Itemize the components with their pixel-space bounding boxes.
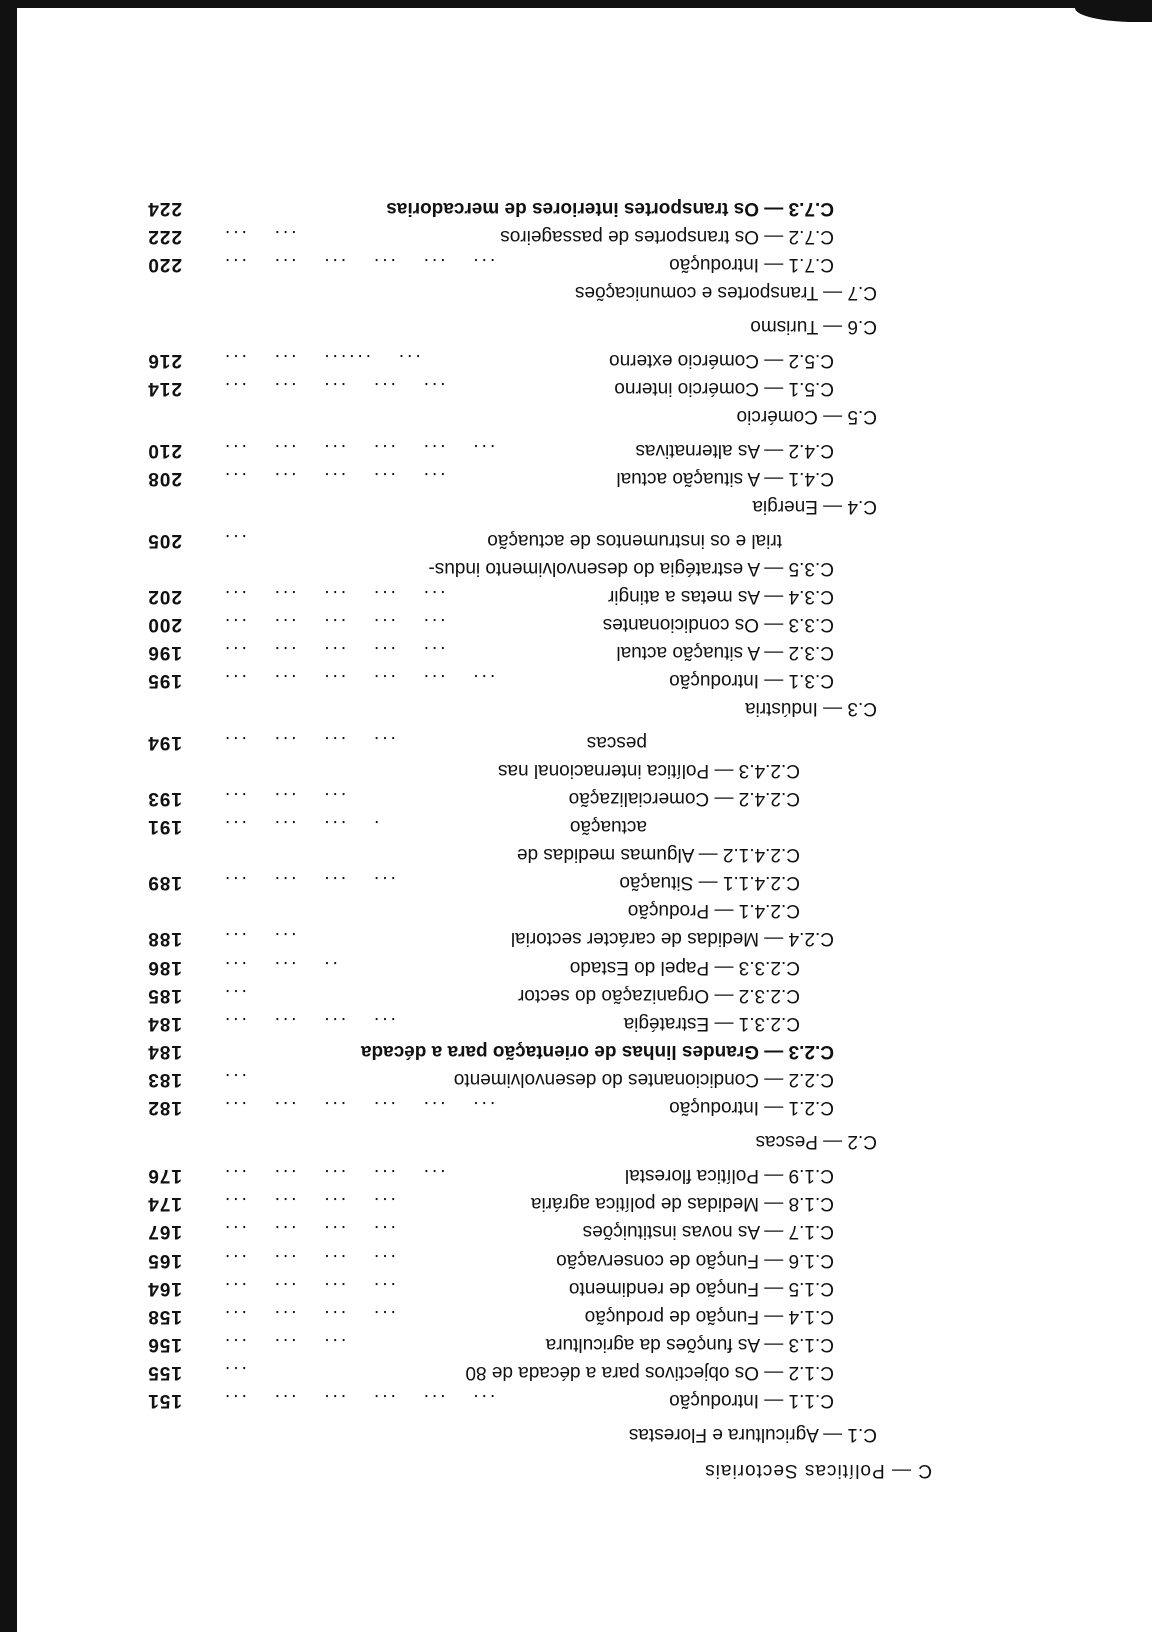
toc-entry	[142, 729, 647, 755]
toc-entry-label: C.1.9 — Política florestal	[624, 1165, 834, 1186]
toc-entry-label: C.2.4.1.2 — Algumas medidas de	[516, 844, 800, 865]
toc-entry	[142, 1359, 834, 1385]
toc-entry	[142, 465, 834, 491]
toc-entry	[142, 869, 800, 895]
toc-entry-label: C.7.2 — Os transportes de passageiros	[500, 226, 834, 247]
toc-entry	[142, 583, 834, 609]
toc-dot-leader: ... ... ... ...	[222, 1193, 396, 1214]
toc-entry	[142, 925, 834, 951]
toc-entry	[142, 1387, 834, 1413]
toc-entry-label: C.2.4.3 — Política internacional nas	[497, 760, 800, 781]
toc-dot-leader: ... ... ... ... ...	[222, 468, 446, 489]
toc-entry	[142, 555, 834, 581]
toc-dot-leader: ... ... ... ... ... ...	[222, 1097, 496, 1118]
toc-page-number: 184	[147, 1013, 182, 1034]
toc-entry	[142, 195, 834, 221]
toc-page-number: 191	[147, 816, 182, 837]
toc-dot-leader: ... ... ...	[222, 788, 347, 809]
toc-page-number: 210	[147, 440, 182, 461]
toc-page-number: 208	[147, 468, 182, 489]
toc-dot-leader: ... ...... ... ...	[222, 350, 421, 371]
toc-page-number: 165	[147, 1250, 182, 1271]
toc-entry-label: trial e os instrumentos de actuação	[487, 530, 782, 551]
toc-entry-label: C.3.5 — A estratégia do desenvolvimento indus-	[428, 558, 834, 579]
toc-entry	[142, 223, 834, 249]
toc-entry	[142, 1066, 834, 1092]
toc-page-number: 176	[147, 1165, 182, 1186]
toc-entry	[142, 667, 834, 693]
toc-page-number: 200	[147, 614, 182, 635]
toc-entry-label: C.2.3.2 — Organização do sector	[518, 985, 800, 1006]
toc-entry-label: C.4.1 — A situação actual	[616, 468, 834, 489]
toc-entry-label: C.3.3 — Os condicionantes	[602, 614, 834, 635]
toc-page-number: 182	[147, 1097, 182, 1118]
toc-dot-leader: ...	[222, 530, 247, 551]
toc-entry-label: C.1.8 — Medidas de política agrária	[530, 1193, 834, 1214]
toc-entry-label: C.2.4.2 — Comercialização	[568, 788, 800, 809]
toc-entry	[142, 403, 877, 429]
toc-page-number: 194	[147, 732, 182, 753]
toc-entry-label: C.2.1 — Introdução	[669, 1097, 834, 1118]
toc-entry-label: C.7.1 — Introdução	[669, 254, 834, 275]
toc-dot-leader: ... ... ... ...	[222, 732, 396, 753]
toc-entry	[142, 1190, 834, 1216]
toc-entry-label: C.7.3 — Os transportes interiores de mercadorias	[386, 198, 834, 219]
toc-dot-leader: ... ... ... ... ... ...	[222, 1390, 496, 1411]
toc-entry	[142, 695, 877, 721]
toc-dot-leader: ... ... ... ...	[222, 872, 396, 893]
toc-entry-label: pescas	[586, 732, 647, 753]
toc-entry	[142, 493, 877, 519]
toc-entry	[142, 1038, 834, 1064]
toc-entry-label: C.5.1 — Comércio interno	[614, 378, 834, 399]
toc-entry	[142, 1331, 834, 1357]
toc-entry	[142, 437, 834, 463]
toc-entry	[142, 785, 800, 811]
toc-entry-label: C.2.4.1.1 — Situação	[619, 872, 800, 893]
toc-entry	[142, 375, 834, 401]
toc-page-number: 156	[147, 1334, 182, 1355]
toc-dot-leader: ... ... ... ...	[222, 1306, 396, 1327]
toc-entry-label: C.5.2 — Comércio externo	[609, 350, 834, 371]
toc-entry-label: C.5 — Comércio	[736, 406, 877, 427]
toc-page-number: 184	[147, 1041, 182, 1062]
toc-page-number: 193	[147, 788, 182, 809]
toc-dot-leader: ... ... ... ... ... ...	[222, 440, 496, 461]
toc-dot-leader: ... ... ...	[222, 1334, 347, 1355]
toc-dot-leader: ... ... ... ... ...	[222, 642, 446, 663]
toc-entry-label: C.4.2 — As alternativas	[635, 440, 834, 461]
toc-entry-label: C.1.1 — Introdução	[669, 1390, 834, 1411]
toc-entry	[142, 1275, 834, 1301]
toc-entry	[142, 251, 834, 277]
toc-entry-label: C.2.4.1 — Produção	[627, 900, 800, 921]
toc-dot-leader: ... ... ... ... ...	[222, 614, 446, 635]
toc-page-number: 220	[147, 254, 182, 275]
toc-entry-label: C.4 — Energia	[752, 496, 877, 517]
toc-dot-leader: . ... ... ...	[222, 816, 380, 837]
toc-dot-leader: .. ... ...	[222, 957, 338, 978]
toc-dot-leader: ... ... ... ...	[222, 1221, 396, 1242]
toc-page-number: 195	[147, 670, 182, 691]
toc-entry-label: C.3.4 — As metas a atingir	[608, 586, 834, 607]
toc-entry	[142, 527, 782, 553]
toc-entry-label: C.1.2 — Os objectivos para a década de 80	[465, 1362, 834, 1383]
toc-entry-label: C.2.3 — Grandes linhas de orientação para a década	[360, 1041, 834, 1062]
toc-entry	[142, 813, 647, 839]
toc-entry-label: C.6 — Turismo	[750, 316, 877, 337]
toc-entry-label: C.3.2 — A situação actual	[616, 642, 834, 663]
toc-page-number: 186	[147, 957, 182, 978]
toc-entry-label: C.1.4 — Função de produção	[584, 1306, 834, 1327]
toc-dot-leader: ... ...	[222, 928, 297, 949]
toc-entry	[142, 841, 800, 867]
toc-entry	[142, 1303, 834, 1329]
toc-entry	[142, 897, 800, 923]
toc-page-number: 188	[147, 928, 182, 949]
toc-entry-label: C.2.3.3 — Papel do Estado	[569, 957, 800, 978]
toc-entry-label: C.3 — Indústria	[745, 698, 877, 719]
toc-page-number: 214	[147, 378, 182, 399]
toc-page-number: 183	[147, 1069, 182, 1090]
toc-entry	[142, 982, 800, 1008]
toc-page-number: 196	[147, 642, 182, 663]
toc-dot-leader: ... ... ... ... ...	[222, 586, 446, 607]
toc-heading: C — Políticas Sectoriais	[704, 1460, 932, 1481]
toc-entry-label: C.7 — Transportes e comunicações	[574, 282, 877, 303]
toc-entry	[142, 1128, 877, 1154]
toc-dot-leader: ... ... ... ... ... ...	[222, 254, 496, 275]
toc-dot-leader: ... ... ... ...	[222, 1250, 396, 1271]
toc-entry-label: actuação	[569, 816, 647, 837]
toc-entry	[142, 1218, 834, 1244]
toc-entry-label: C.1.3 — As funções da agricultura	[545, 1334, 834, 1355]
toc-entry	[142, 611, 834, 637]
toc-dot-leader: ... ... ... ... ...	[222, 1165, 446, 1186]
toc-entry-label: C.1.6 — Função de conservação	[556, 1250, 834, 1271]
toc-page-number: 158	[147, 1306, 182, 1327]
toc-dot-leader: ... ...	[222, 226, 297, 247]
toc-dot-leader: ... ... ... ... ... ...	[222, 670, 496, 691]
toc-entry	[142, 347, 834, 373]
toc-page-number: 202	[147, 586, 182, 607]
toc-page-number: 222	[147, 226, 182, 247]
toc-entry-label: C.2.4 — Medidas de carácter sectorial	[510, 928, 834, 949]
toc-entry	[142, 313, 877, 339]
toc-entry-label: C.1.5 — Função de rendimento	[568, 1278, 834, 1299]
toc-dot-leader: ...	[222, 1069, 247, 1090]
toc-page-number: 224	[147, 198, 182, 219]
toc-entry-label: C.2.3.1 — Estratégia	[623, 1013, 800, 1034]
toc-page-number: 205	[147, 530, 182, 551]
toc-entry	[142, 639, 834, 665]
toc-entry	[142, 1247, 834, 1273]
toc-entry-label: C.2 — Pescas	[755, 1131, 877, 1152]
toc-dot-leader: ...	[222, 1362, 247, 1383]
toc-dot-leader: ... ... ... ...	[222, 1013, 396, 1034]
toc-page-number: 164	[147, 1278, 182, 1299]
toc-page-number: 189	[147, 872, 182, 893]
toc-entry	[142, 1094, 834, 1120]
toc-entry	[142, 1010, 800, 1036]
toc-dot-leader: ... ... ... ... ...	[222, 378, 446, 399]
toc-page-number: 174	[147, 1193, 182, 1214]
toc-page-number: 167	[147, 1221, 182, 1242]
toc-dot-leader: ...	[222, 985, 247, 1006]
toc-entry-label: C.1.7 — As novas instituições	[582, 1221, 834, 1242]
toc-entry	[142, 954, 800, 980]
toc-entry	[142, 279, 877, 305]
toc-entry-label: C.2.2 — Condicionantes do desenvolvimento	[453, 1069, 834, 1090]
toc-entry	[142, 1421, 877, 1447]
toc-entry-label: C.3.1 — Introdução	[669, 670, 834, 691]
toc-page-number: 216	[147, 350, 182, 371]
toc-page-number: 151	[147, 1390, 182, 1411]
toc-entry	[142, 757, 800, 783]
toc-page-number: 185	[147, 985, 182, 1006]
toc-entry	[142, 1162, 834, 1188]
toc-entry-label: C.1 — Agricultura e Florestas	[628, 1424, 877, 1445]
toc-dot-leader: ... ... ... ...	[222, 1278, 396, 1299]
toc-page-number: 155	[147, 1362, 182, 1383]
